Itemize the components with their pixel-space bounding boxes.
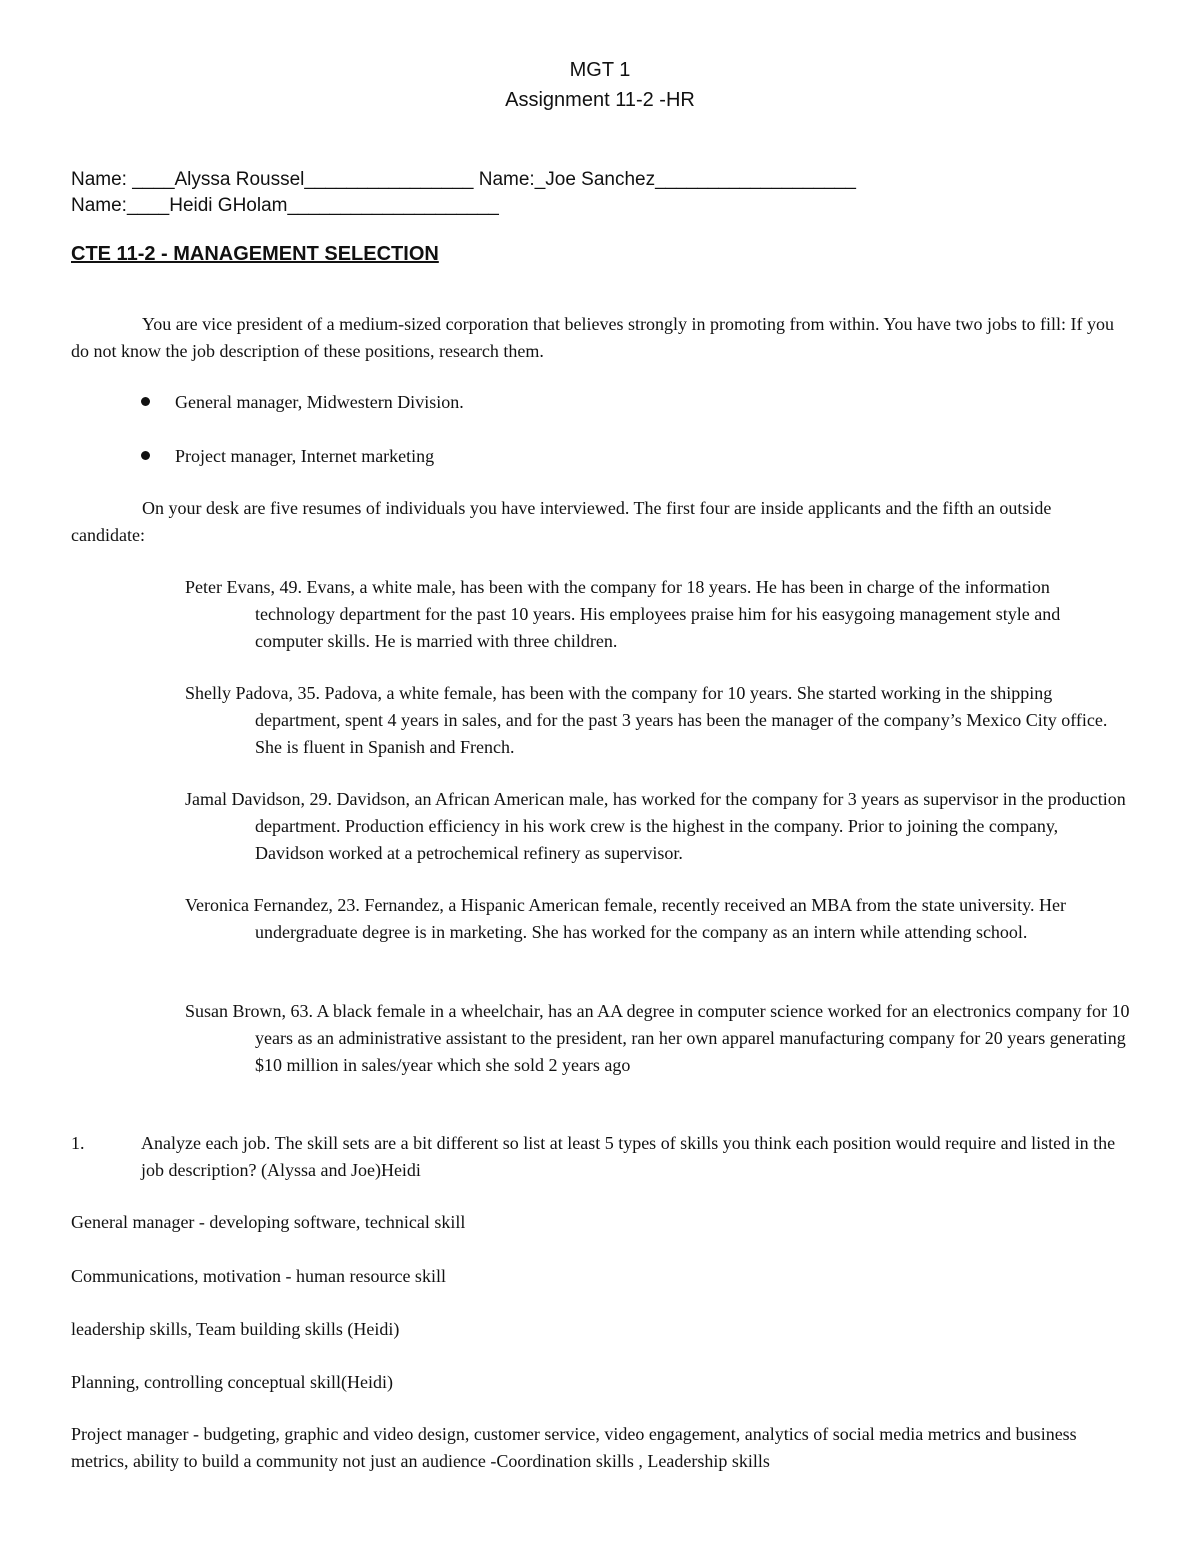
answer-line: General manager - developing software, technical skill	[71, 1212, 466, 1232]
section-title: CTE 11-2 - MANAGEMENT SELECTION	[71, 243, 439, 265]
answer-line: Communications, motivation - human resource skill	[71, 1266, 446, 1286]
candidate-entry: Shelly Padova, 35. Padova, a white female, has been with the company for 10 years. She started working in the shipping department, spent 4 years in sales, and for the past 3 years has been the manager of the company’s Mexico City office. She is fluent in Spanish and French.	[185, 683, 1108, 757]
question-text: Analyze each job. The skill sets are a bit different so list at least 5 types of skills you think each position would require and listed in the job description? (Alyssa and Joe)Heidi	[141, 1133, 1116, 1180]
bullet-icon	[141, 451, 150, 460]
names-line-1: Name: ____Alyssa Roussel________________ Name:_Joe Sanchez___________________	[71, 169, 856, 190]
intro-paragraph: You are vice president of a medium-sized corporation that believes strongly in promoting from within. You have two jobs to fill: If you do not know the job description of these positions, research them.	[71, 314, 1115, 361]
bullet-icon	[141, 397, 150, 406]
question-number: 1.	[71, 1133, 85, 1153]
assignment-title: Assignment 11-2 -HR	[505, 89, 695, 111]
course-title: MGT 1	[569, 59, 631, 81]
candidate-entry: Jamal Davidson, 29. Davidson, an African American male, has worked for the company for 3 years as supervisor in the production department. Production efficiency in his work crew is the highest in the company. Prior to joining the company, Davidson worked at a petrochemical refinery as supervisor.	[185, 789, 1126, 863]
job-label: Project manager, Internet marketing	[175, 446, 435, 466]
answer-line: Planning, controlling conceptual skill(Heidi)	[71, 1372, 393, 1392]
names-line-2: Name:____Heidi GHolam____________________	[71, 195, 499, 216]
job-bullet	[141, 389, 464, 416]
candidate-entry: Peter Evans, 49. Evans, a white male, has been with the company for 18 years. He has been in charge of the information technology department for the past 10 years. His employees praise him for his easygoing management style and computer skills. He is married with three children.	[185, 577, 1061, 651]
job-label: General manager, Midwestern Division.	[175, 392, 464, 412]
resumes-intro-paragraph: On your desk are five resumes of individuals you have interviewed. The first four are inside applicants and the fifth an outside candidate:	[71, 498, 1052, 545]
job-bullet	[141, 443, 434, 470]
answer-line: Project manager - budgeting, graphic and video design, customer service, video engagement, analytics of social media metrics and business metrics, ability to build a community not just an audience -Coordination skills , Leadership skills	[71, 1424, 1077, 1471]
answer-line: leadership skills, Team building skills (Heidi)	[71, 1319, 400, 1339]
candidate-entry: Veronica Fernandez, 23. Fernandez, a Hispanic American female, recently received an MBA from the state university. Her undergraduate degree is in marketing. She has worked for the company as an intern while attending school.	[185, 895, 1066, 942]
candidate-entry: Susan Brown, 63. A black female in a wheelchair, has an AA degree in computer science worked for an electronics company for 10 years as an administrative assistant to the president, ran her own apparel manufacturing company for 20 years generating $10 million in sales/year which she sold 2 years ago	[185, 1001, 1130, 1075]
